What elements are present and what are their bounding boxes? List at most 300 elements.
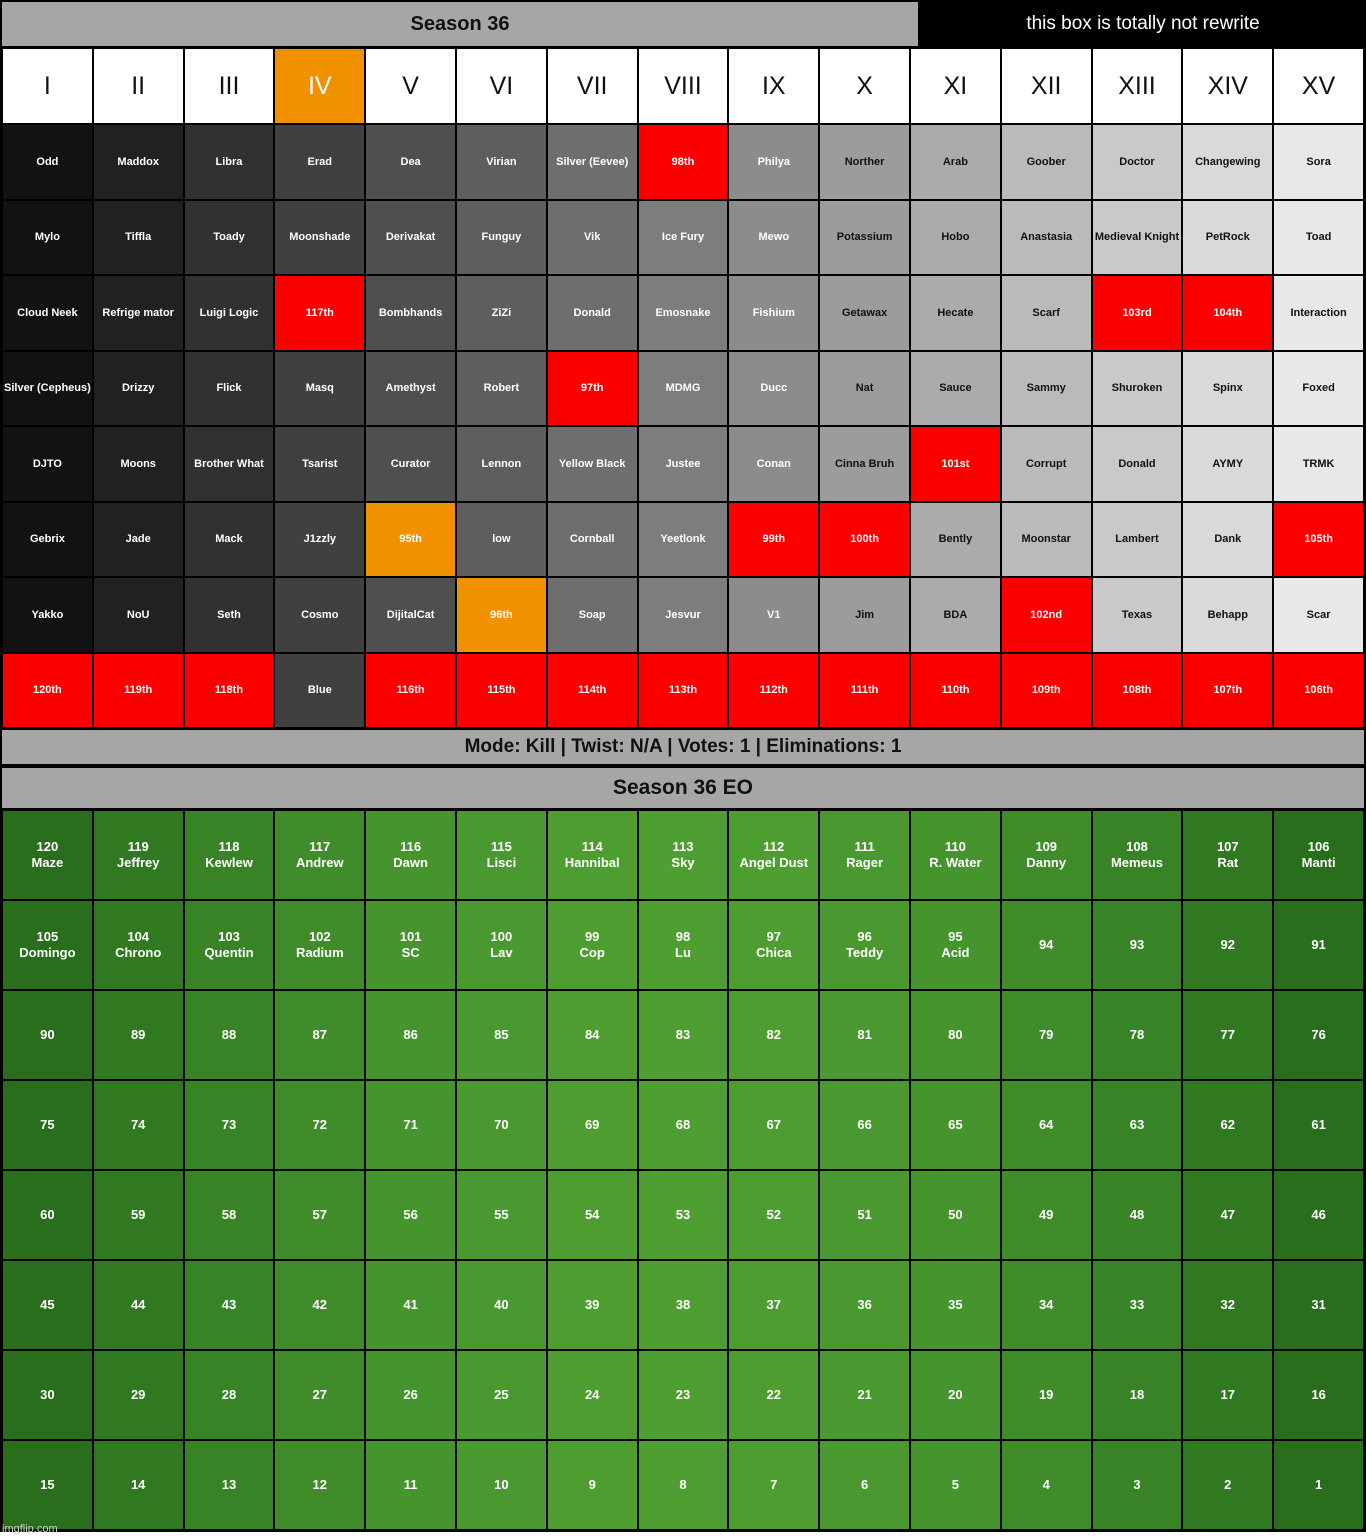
grid-cell[interactable]: 107th <box>1182 653 1273 729</box>
grid-cell[interactable]: Interaction <box>1273 275 1364 351</box>
grid-cell[interactable]: Justee <box>638 426 729 502</box>
grid-cell[interactable]: AYMY <box>1182 426 1273 502</box>
eo-cell[interactable] <box>456 900 547 990</box>
eo-cell[interactable] <box>456 1350 547 1440</box>
grid-cell[interactable]: Dea <box>365 124 456 200</box>
grid-cell[interactable]: Seth <box>184 577 275 653</box>
eo-cell[interactable] <box>1273 990 1364 1080</box>
eo-cell[interactable] <box>184 900 275 990</box>
eo-cell[interactable] <box>1182 1350 1273 1440</box>
eo-cell-number: 57 <box>312 1207 328 1223</box>
eo-cell[interactable] <box>93 1080 184 1170</box>
column-header-i[interactable]: I <box>2 48 93 124</box>
eo-cell[interactable] <box>2 1170 93 1260</box>
eo-cell[interactable] <box>1001 1080 1092 1170</box>
column-header-viii[interactable]: VIII <box>638 48 729 124</box>
eo-cell-number: 95 <box>948 929 963 945</box>
watermark: imgflip.com <box>2 1523 58 1535</box>
eo-cell[interactable] <box>365 900 456 990</box>
eo-cell[interactable] <box>93 1350 184 1440</box>
grid-cell[interactable]: 112th <box>728 653 819 729</box>
eo-cell[interactable] <box>1092 1350 1183 1440</box>
eo-cell[interactable] <box>547 810 638 900</box>
grid-cell[interactable]: Drizzy <box>93 351 184 427</box>
eo-cell[interactable] <box>1092 1080 1183 1170</box>
grid-cell[interactable]: Yellow Black <box>547 426 638 502</box>
grid-cell[interactable]: DijitalCat <box>365 577 456 653</box>
eo-cell[interactable] <box>184 1080 275 1170</box>
grid-cell[interactable]: Tiffla <box>93 200 184 276</box>
grid-cell[interactable]: Philya <box>728 124 819 200</box>
eo-cell[interactable] <box>93 810 184 900</box>
eo-cell-name: Kewlew <box>205 855 253 870</box>
grid-cell[interactable]: Toad <box>1273 200 1364 276</box>
eo-cell[interactable] <box>365 1080 456 1170</box>
grid-cell[interactable]: Fishium <box>728 275 819 351</box>
grid-cell[interactable]: Flick <box>184 351 275 427</box>
eo-cell-number: 63 <box>1129 1117 1145 1133</box>
grid-cell[interactable]: Bombhands <box>365 275 456 351</box>
eo-cell-number: 18 <box>1129 1387 1145 1403</box>
grid-cell[interactable]: Silver (Cepheus) <box>2 351 93 427</box>
eo-cell[interactable] <box>910 1440 1001 1530</box>
eo-cell[interactable] <box>547 1170 638 1260</box>
grid-cell[interactable]: Emosnake <box>638 275 729 351</box>
grid-cell[interactable]: 110th <box>910 653 1001 729</box>
eo-cell[interactable] <box>274 1440 365 1530</box>
grid-cell[interactable]: Moonshade <box>274 200 365 276</box>
eo-cell-number: 87 <box>312 1027 328 1043</box>
eo-cell[interactable] <box>1182 990 1273 1080</box>
column-headers <box>0 48 1366 124</box>
eo-cell[interactable] <box>1182 1440 1273 1530</box>
grid-cell[interactable]: Erad <box>274 124 365 200</box>
eo-cell-name: Acid <box>941 945 970 960</box>
grid-cell[interactable]: 96th <box>456 577 547 653</box>
eo-cell[interactable] <box>547 1260 638 1350</box>
eo-cell[interactable] <box>1092 810 1183 900</box>
grid-cell[interactable]: 104th <box>1182 275 1273 351</box>
grid-cell[interactable]: Mewo <box>728 200 819 276</box>
grid-cell[interactable]: 117th <box>274 275 365 351</box>
eo-cell-number: 39 <box>584 1297 600 1313</box>
grid-cell[interactable]: Moonstar <box>1001 502 1092 578</box>
eo-cell-number: 35 <box>948 1297 963 1313</box>
eo-cell[interactable] <box>728 1170 819 1260</box>
eo-cell-name: Lisci <box>486 855 517 870</box>
grid-cell[interactable]: Refrige mator <box>93 275 184 351</box>
eo-cell[interactable] <box>819 810 910 900</box>
eo-cell[interactable] <box>365 1260 456 1350</box>
eo-cell[interactable] <box>1001 1260 1092 1350</box>
eo-cell[interactable] <box>2 1260 93 1350</box>
grid-cell[interactable]: Masq <box>274 351 365 427</box>
eo-cell[interactable] <box>456 1260 547 1350</box>
column-header-x[interactable]: X <box>819 48 910 124</box>
grid-cell[interactable]: Libra <box>184 124 275 200</box>
eo-cell[interactable] <box>456 1440 547 1530</box>
grid-cell[interactable]: Cosmo <box>274 577 365 653</box>
grid-cell[interactable]: 113th <box>638 653 729 729</box>
eo-cell[interactable] <box>638 810 729 900</box>
eo-cell[interactable] <box>274 810 365 900</box>
eo-cell[interactable] <box>547 1350 638 1440</box>
eo-cell[interactable] <box>1182 1260 1273 1350</box>
eo-cell[interactable] <box>1273 1170 1364 1260</box>
eo-cell-name: Angel Dust <box>739 855 809 870</box>
grid-cell[interactable]: Yakko <box>2 577 93 653</box>
grid-cell[interactable]: Soap <box>547 577 638 653</box>
eo-cell[interactable] <box>1273 900 1364 990</box>
rewrite-note: this box is totally not rewrite <box>920 0 1366 48</box>
grid-cell[interactable]: Arab <box>910 124 1001 200</box>
eo-cell[interactable] <box>728 810 819 900</box>
eo-cell[interactable] <box>819 1350 910 1440</box>
eo-cell[interactable] <box>1092 1170 1183 1260</box>
eo-cell-number: 90 <box>40 1027 55 1043</box>
column-header-ix[interactable]: IX <box>728 48 819 124</box>
eo-cell[interactable] <box>547 1080 638 1170</box>
column-header-iv[interactable]: IV <box>274 48 365 124</box>
grid-cell[interactable]: Mylo <box>2 200 93 276</box>
grid-cell[interactable]: Dank <box>1182 502 1273 578</box>
grid-cell[interactable]: Hobo <box>910 200 1001 276</box>
grid-cell[interactable]: Odd <box>2 124 93 200</box>
eo-cell[interactable] <box>638 1440 729 1530</box>
column-header-vii[interactable]: VII <box>547 48 638 124</box>
eo-cell-name: Dawn <box>393 855 428 870</box>
grid-cell[interactable]: Sora <box>1273 124 1364 200</box>
eo-cell[interactable] <box>728 990 819 1080</box>
eo-cell[interactable] <box>638 1350 729 1440</box>
grid-cell[interactable]: Sauce <box>910 351 1001 427</box>
eo-cell[interactable] <box>2 1080 93 1170</box>
eo-cell[interactable] <box>1001 1350 1092 1440</box>
eo-cell[interactable] <box>365 990 456 1080</box>
eo-cell-number: 98 <box>675 929 691 945</box>
grid-cell[interactable]: Conan <box>728 426 819 502</box>
grid-cell[interactable]: 99th <box>728 502 819 578</box>
eo-cell[interactable] <box>1001 900 1092 990</box>
eo-cell[interactable] <box>1092 1260 1183 1350</box>
grid-cell[interactable]: Donald <box>1092 426 1183 502</box>
grid-cell[interactable]: Shuroken <box>1092 351 1183 427</box>
grid-cell[interactable]: Tsarist <box>274 426 365 502</box>
eo-cell[interactable] <box>365 810 456 900</box>
eo-cell[interactable] <box>93 900 184 990</box>
eo-cell-number: 103 <box>218 929 240 945</box>
column-header-xii[interactable]: XII <box>1001 48 1092 124</box>
grid-cell[interactable]: Brother What <box>184 426 275 502</box>
eo-cell[interactable] <box>910 900 1001 990</box>
grid-cell[interactable]: Corrupt <box>1001 426 1092 502</box>
grid-cell[interactable]: 106th <box>1273 653 1364 729</box>
grid-cell[interactable]: Donald <box>547 275 638 351</box>
eo-cell-number: 61 <box>1311 1117 1326 1133</box>
eo-cell[interactable] <box>184 810 275 900</box>
eo-cell[interactable] <box>184 990 275 1080</box>
eo-cell-name: Memeus <box>1110 855 1163 870</box>
grid-cell[interactable]: Virian <box>456 124 547 200</box>
eo-cell[interactable] <box>184 1440 275 1530</box>
grid-cell[interactable]: 109th <box>1001 653 1092 729</box>
eo-cell[interactable] <box>184 1260 275 1350</box>
eo-cell[interactable] <box>456 810 547 900</box>
grid-cell[interactable]: Yeetlonk <box>638 502 729 578</box>
eo-cell[interactable] <box>910 1350 1001 1440</box>
grid-cell[interactable]: Robert <box>456 351 547 427</box>
grid-cell[interactable]: Blue <box>274 653 365 729</box>
grid-cell[interactable]: 101st <box>910 426 1001 502</box>
grid-cell[interactable]: Moons <box>93 426 184 502</box>
grid-cell[interactable]: 115th <box>456 653 547 729</box>
eo-cell-number: 49 <box>1038 1207 1054 1223</box>
eo-cell-number: 19 <box>1038 1387 1054 1403</box>
eo-cell[interactable] <box>1273 1260 1364 1350</box>
eo-cell[interactable] <box>910 1170 1001 1260</box>
eo-cell[interactable] <box>547 990 638 1080</box>
grid-cell[interactable]: 100th <box>819 502 910 578</box>
eo-cell[interactable] <box>2 1350 93 1440</box>
eo-cell[interactable] <box>93 1260 184 1350</box>
grid-cell[interactable]: J1zzly <box>274 502 365 578</box>
eo-title: Season 36 EO <box>0 766 1366 810</box>
eo-cell[interactable] <box>728 1260 819 1350</box>
eo-cell-number: 105 <box>36 929 59 945</box>
grid-cell[interactable]: Foxed <box>1273 351 1364 427</box>
eo-cell[interactable] <box>274 990 365 1080</box>
eo-cell[interactable] <box>1001 1170 1092 1260</box>
eo-cell-number: 23 <box>675 1387 691 1403</box>
grid-cell[interactable]: BDA <box>910 577 1001 653</box>
eo-cell[interactable] <box>274 1170 365 1260</box>
eo-cell[interactable] <box>1182 1080 1273 1170</box>
grid-cell[interactable]: Cornball <box>547 502 638 578</box>
eo-cell[interactable] <box>1092 900 1183 990</box>
eo-cell[interactable] <box>456 1170 547 1260</box>
eo-cell[interactable] <box>274 900 365 990</box>
grid-cell[interactable]: Medieval Knight <box>1092 200 1183 276</box>
column-header-xv[interactable]: XV <box>1273 48 1364 124</box>
grid-cell[interactable]: Hecate <box>910 275 1001 351</box>
grid-cell[interactable]: DJTO <box>2 426 93 502</box>
grid-cell[interactable]: NoU <box>93 577 184 653</box>
grid-cell[interactable]: Gebrix <box>2 502 93 578</box>
eo-cell[interactable] <box>638 1170 729 1260</box>
eo-cell[interactable] <box>819 1170 910 1260</box>
grid-cell[interactable]: Silver (Eevee) <box>547 124 638 200</box>
grid-cell[interactable]: Ducc <box>728 351 819 427</box>
eo-cell[interactable] <box>728 1350 819 1440</box>
column-header-xi[interactable]: XI <box>910 48 1001 124</box>
eo-cell[interactable] <box>2 990 93 1080</box>
grid-cell[interactable]: Spinx <box>1182 351 1273 427</box>
column-header-ii[interactable]: II <box>93 48 184 124</box>
grid-cell[interactable]: 119th <box>93 653 184 729</box>
eo-cell[interactable] <box>910 1260 1001 1350</box>
grid-cell[interactable]: V1 <box>728 577 819 653</box>
eo-cell[interactable] <box>547 900 638 990</box>
eo-cell-number: 36 <box>857 1297 872 1313</box>
grid-cell[interactable]: 103rd <box>1092 275 1183 351</box>
eo-cell-number: 104 <box>127 929 150 945</box>
eo-cell[interactable] <box>93 1440 184 1530</box>
eo-cell-name: Manti <box>1301 855 1336 870</box>
grid-cell[interactable]: Funguy <box>456 200 547 276</box>
season-title: Season 36 <box>0 0 920 48</box>
eo-cell[interactable] <box>365 1350 456 1440</box>
eo-cell[interactable] <box>638 1080 729 1170</box>
eo-cell[interactable] <box>1273 810 1364 900</box>
grid-cell[interactable]: Anastasia <box>1001 200 1092 276</box>
eo-cell[interactable] <box>910 1080 1001 1170</box>
column-header-iii[interactable]: III <box>184 48 275 124</box>
grid-cell[interactable]: Luigi Logic <box>184 275 275 351</box>
eo-cell[interactable] <box>819 1260 910 1350</box>
eo-cell[interactable] <box>2 900 93 990</box>
grid-cell[interactable]: Maddox <box>93 124 184 200</box>
column-header-xiii[interactable]: XIII <box>1092 48 1183 124</box>
grid-cell[interactable]: Behapp <box>1182 577 1273 653</box>
eo-cell[interactable] <box>1273 1080 1364 1170</box>
grid-cell[interactable]: Sammy <box>1001 351 1092 427</box>
eo-cell[interactable] <box>365 1440 456 1530</box>
grid-cell[interactable]: Ice Fury <box>638 200 729 276</box>
grid-cell[interactable]: Jade <box>93 502 184 578</box>
grid-cell[interactable]: Nat <box>819 351 910 427</box>
grid-cell[interactable]: PetRock <box>1182 200 1273 276</box>
eo-cell[interactable] <box>1092 990 1183 1080</box>
eo-cell[interactable] <box>728 900 819 990</box>
grid-cell[interactable]: 105th <box>1273 502 1364 578</box>
eo-cell[interactable] <box>365 1170 456 1260</box>
eo-cell-name: Chica <box>756 945 792 960</box>
grid-cell[interactable]: Toady <box>184 200 275 276</box>
eo-cell[interactable] <box>2 810 93 900</box>
grid-cell[interactable]: Cloud Neek <box>2 275 93 351</box>
eo-cell-number: 91 <box>1311 937 1326 953</box>
column-header-xiv[interactable]: XIV <box>1182 48 1273 124</box>
eo-cell[interactable] <box>2 1440 93 1530</box>
eo-cell-number: 27 <box>312 1387 328 1403</box>
grid-cell[interactable]: Bently <box>910 502 1001 578</box>
eo-cell[interactable] <box>819 1080 910 1170</box>
eo-cell[interactable] <box>910 990 1001 1080</box>
eo-cell[interactable] <box>274 1260 365 1350</box>
eo-cell[interactable] <box>274 1350 365 1440</box>
eo-cell-number: 64 <box>1038 1117 1054 1133</box>
eo-cell[interactable] <box>1273 1440 1364 1530</box>
grid-cell[interactable]: Scarf <box>1001 275 1092 351</box>
grid-cell[interactable]: low <box>456 502 547 578</box>
eo-cell-number: 83 <box>675 1027 691 1043</box>
eo-cell[interactable] <box>638 900 729 990</box>
grid-cell[interactable]: Jesvur <box>638 577 729 653</box>
eo-cell-number: 29 <box>130 1387 146 1403</box>
eo-cell[interactable] <box>1182 1170 1273 1260</box>
eo-cell[interactable] <box>184 1350 275 1440</box>
grid-cell[interactable]: Mack <box>184 502 275 578</box>
eo-cell-number: 24 <box>584 1387 600 1403</box>
eo-cell-name: Lu <box>675 945 691 960</box>
grid-cell[interactable]: TRMK <box>1273 426 1364 502</box>
eo-cell[interactable] <box>638 1260 729 1350</box>
grid-cell[interactable]: Getawax <box>819 275 910 351</box>
grid-cell[interactable]: 120th <box>2 653 93 729</box>
eo-cell[interactable] <box>456 990 547 1080</box>
eo-cell[interactable] <box>184 1170 275 1260</box>
grid-cell[interactable]: 116th <box>365 653 456 729</box>
eo-cell[interactable] <box>274 1080 365 1170</box>
column-header-v[interactable]: V <box>365 48 456 124</box>
grid-cell[interactable]: Goober <box>1001 124 1092 200</box>
eo-cell[interactable] <box>638 990 729 1080</box>
grid-cell[interactable]: Norther <box>819 124 910 200</box>
grid-cell[interactable]: Amethyst <box>365 351 456 427</box>
eo-cell-number: 75 <box>40 1117 55 1133</box>
eo-cell[interactable] <box>1001 990 1092 1080</box>
grid-cell[interactable]: 102nd <box>1001 577 1092 653</box>
eo-cell[interactable] <box>819 1440 910 1530</box>
grid-cell[interactable]: Vik <box>547 200 638 276</box>
eo-cell-name: Rat <box>1217 855 1239 870</box>
grid-cell[interactable]: 97th <box>547 351 638 427</box>
eo-cell[interactable] <box>819 900 910 990</box>
grid-cell[interactable]: 98th <box>638 124 729 200</box>
grid-cell[interactable]: ZiZi <box>456 275 547 351</box>
grid-cell[interactable]: Derivakat <box>365 200 456 276</box>
eo-cell[interactable] <box>1182 810 1273 900</box>
grid-cell[interactable]: 118th <box>184 653 275 729</box>
grid-cell[interactable]: 111th <box>819 653 910 729</box>
eo-cell[interactable] <box>93 990 184 1080</box>
grid-cell[interactable]: Lambert <box>1092 502 1183 578</box>
eo-cell[interactable] <box>728 1440 819 1530</box>
eo-cell[interactable] <box>1001 1440 1092 1530</box>
eo-cell-number: 41 <box>403 1297 418 1313</box>
eo-cell[interactable] <box>819 990 910 1080</box>
eo-cell[interactable] <box>1273 1350 1364 1440</box>
grid-cell[interactable]: Lennon <box>456 426 547 502</box>
eo-cell-number: 5 <box>951 1477 960 1493</box>
eo-cell[interactable] <box>910 810 1001 900</box>
eo-cell-number: 17 <box>1220 1387 1236 1403</box>
grid-cell[interactable]: Curator <box>365 426 456 502</box>
eo-cell[interactable] <box>456 1080 547 1170</box>
grid-cell[interactable]: Jim <box>819 577 910 653</box>
grid-cell[interactable]: 95th <box>365 502 456 578</box>
grid-cell[interactable]: Potassium <box>819 200 910 276</box>
grid-cell[interactable]: Cinna Bruh <box>819 426 910 502</box>
eo-cell[interactable] <box>728 1080 819 1170</box>
eo-cell[interactable] <box>547 1440 638 1530</box>
eo-cell-number: 62 <box>1220 1117 1236 1133</box>
column-header-vi[interactable]: VI <box>456 48 547 124</box>
eo-cell[interactable] <box>1001 810 1092 900</box>
grid-cell[interactable]: Scar <box>1273 577 1364 653</box>
eo-cell[interactable] <box>1092 1440 1183 1530</box>
grid-cell[interactable]: 108th <box>1092 653 1183 729</box>
eo-cell-number: 22 <box>766 1387 782 1403</box>
grid-cell[interactable]: Changewing <box>1182 124 1273 200</box>
grid-cell[interactable]: 114th <box>547 653 638 729</box>
eo-cell-number: 9 <box>588 1477 596 1493</box>
eo-cell[interactable] <box>93 1170 184 1260</box>
grid-cell[interactable]: Doctor <box>1092 124 1183 200</box>
eo-cell[interactable] <box>1182 900 1273 990</box>
grid-cell[interactable]: MDMG <box>638 351 729 427</box>
grid-cell[interactable]: Texas <box>1092 577 1183 653</box>
